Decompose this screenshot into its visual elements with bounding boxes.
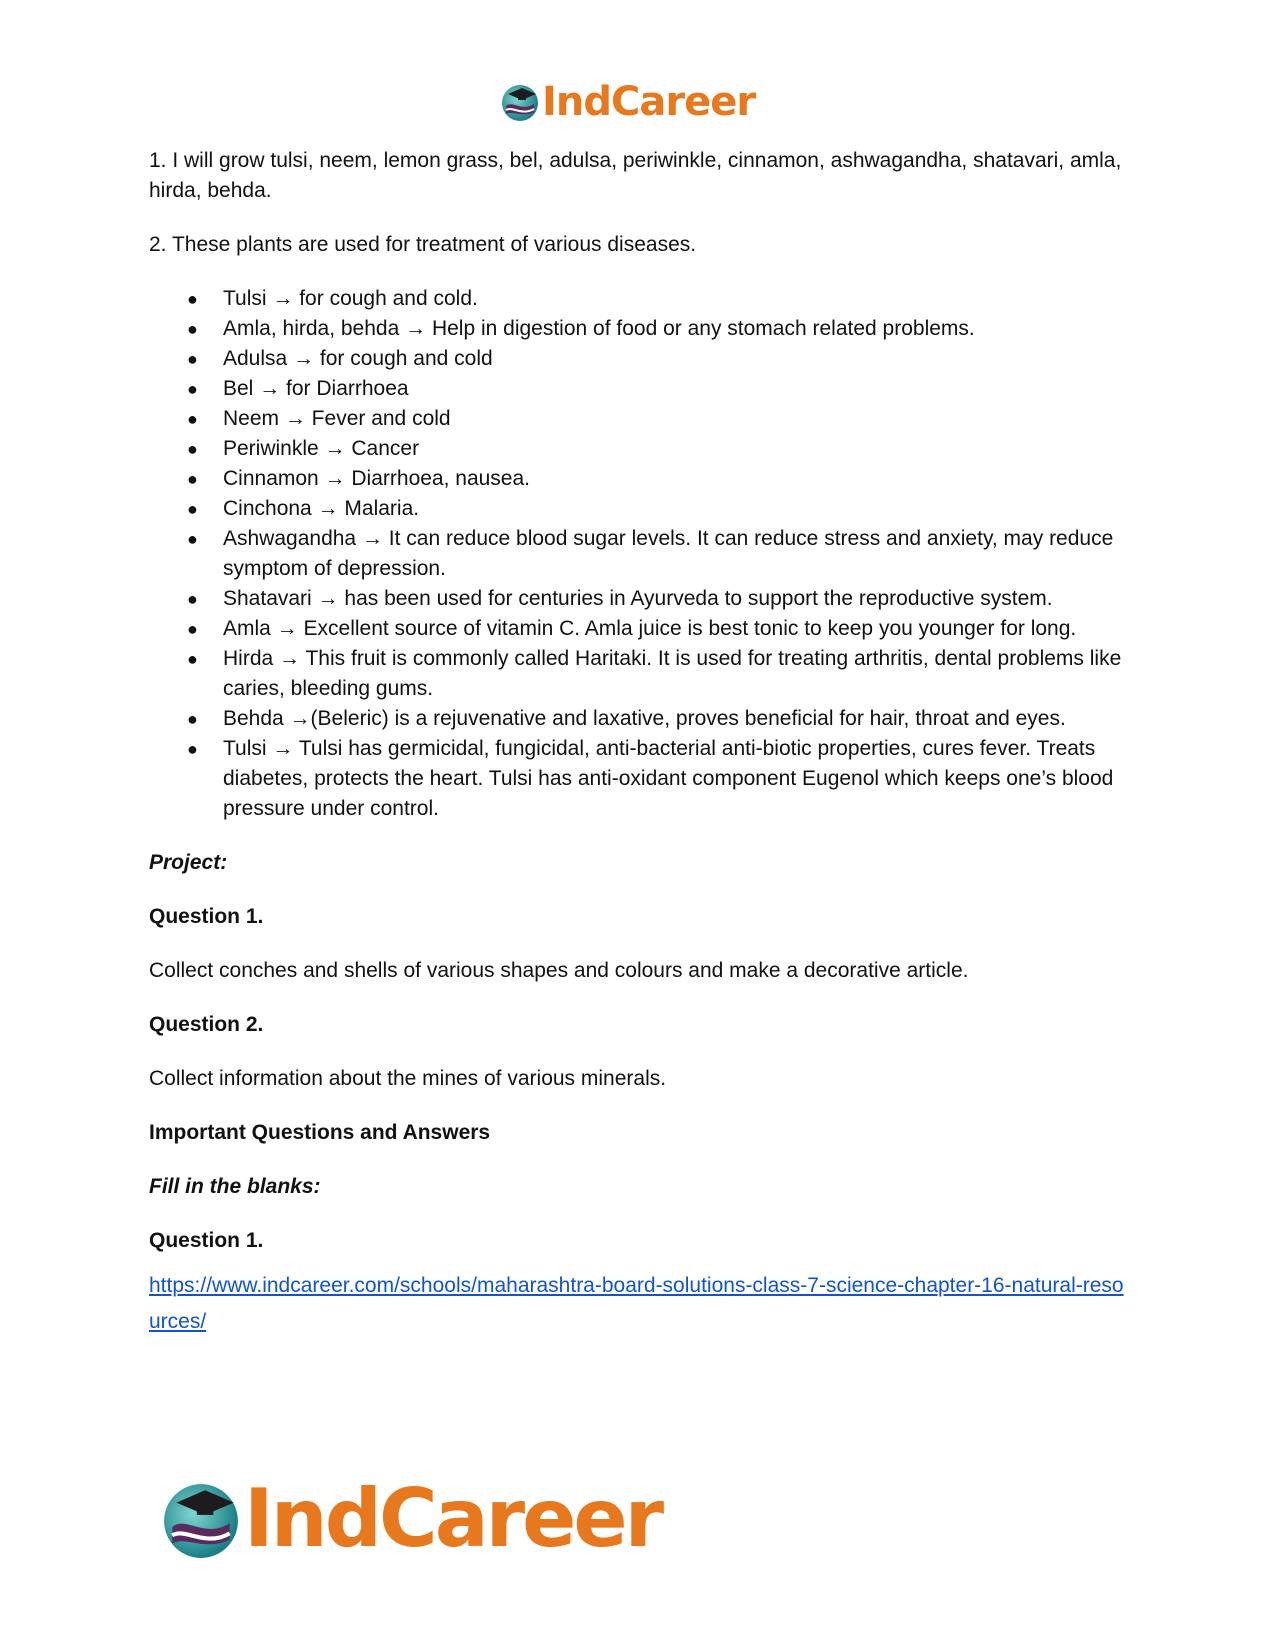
- project-question-2-text: Collect information about the mines of various minerals.: [149, 1067, 667, 1090]
- list-item: ● Ashwagandha → It can reduce blood sugar levels. It can reduce stress and anxiety, may reduce symptom of depression.: [149, 524, 1129, 584]
- paragraph-plants: 1. I will grow tulsi, neem, lemon grass, bel, adulsa, periwinkle, cinnamon, ashwagandha, shatavari, amla, hirda, behda.: [149, 149, 1122, 202]
- bullet-icon: ●: [187, 439, 198, 459]
- source-link[interactable]: https://www.indcareer.com/schools/maharashtra-board-solutions-class-7-science-chapter-16-natural-resources/: [149, 1274, 1124, 1333]
- project-heading: Project:: [149, 851, 228, 874]
- bullet-icon: ●: [187, 529, 198, 549]
- list-item: ● Shatavari → has been used for centuries in Ayurveda to support the reproductive system.: [149, 584, 1129, 614]
- brand-name: IndCareer: [542, 79, 756, 125]
- graduation-globe-icon: [500, 82, 540, 122]
- bullet-icon: ●: [187, 619, 198, 639]
- document-body: [149, 146, 1129, 1340]
- list-item: ● Cinchona → Malaria.: [149, 494, 1129, 524]
- plant-uses-list: [149, 284, 1129, 824]
- bullet-icon: ●: [187, 499, 198, 519]
- bullet-icon: ●: [187, 379, 198, 399]
- list-item: ● Neem → Fever and cold: [149, 404, 1129, 434]
- important-questions-heading: Important Questions and Answers: [149, 1121, 491, 1144]
- list-item: ● Bel → for Diarrhoea: [149, 374, 1129, 404]
- graduation-globe-icon: [160, 1478, 242, 1560]
- list-item: ● Adulsa → for cough and cold: [149, 344, 1129, 374]
- list-item: ● Cinnamon → Diarrhoea, nausea.: [149, 464, 1129, 494]
- paragraph-uses: 2. These plants are used for treatment of various diseases.: [149, 233, 697, 256]
- list-item: ● Behda →(Beleric) is a rejuvenative and laxative, proves beneficial for hair, throat and eyes.: [149, 704, 1129, 734]
- list-item: ● Amla → Excellent source of vitamin C. Amla juice is best tonic to keep you younger for long.: [149, 614, 1129, 644]
- list-item: ● Tulsi → Tulsi has germicidal, fungicidal, anti-bacterial anti-biotic properties, cures fever. Treats diabetes, protects the heart. Tulsi has anti-oxidant component Eugenol which keeps one’s blood pressure under control.: [149, 734, 1129, 824]
- bullet-icon: ●: [187, 349, 198, 369]
- list-item: ● Amla, hirda, behda → Help in digestion of food or any stomach related problems.: [149, 314, 1129, 344]
- bullet-icon: ●: [187, 649, 198, 669]
- bullet-icon: ●: [187, 469, 198, 489]
- header-logo: [500, 78, 755, 126]
- bullet-icon: ●: [187, 709, 198, 729]
- project-question-1-text: Collect conches and shells of various shapes and colours and make a decorative article.: [149, 959, 969, 982]
- bullet-icon: ●: [187, 289, 198, 309]
- list-item: ● Periwinkle → Cancer: [149, 434, 1129, 464]
- project-question-1-label: Question 1.: [149, 905, 264, 928]
- brand-name: IndCareer: [244, 1472, 662, 1565]
- list-item: ● Hirda → This fruit is commonly called Haritaki. It is used for treating arthritis, dental problems like caries, bleeding gums.: [149, 644, 1129, 704]
- bullet-icon: ●: [187, 319, 198, 339]
- bullet-icon: ●: [187, 589, 198, 609]
- fill-in-blanks-heading: Fill in the blanks:: [149, 1175, 321, 1198]
- list-item: ● Tulsi → for cough and cold.: [149, 284, 1129, 314]
- footer-logo: [160, 1474, 661, 1564]
- bullet-icon: ●: [187, 739, 198, 759]
- fill-question-1-label: Question 1.: [149, 1229, 264, 1252]
- project-question-2-label: Question 2.: [149, 1013, 264, 1036]
- bullet-icon: ●: [187, 409, 198, 429]
